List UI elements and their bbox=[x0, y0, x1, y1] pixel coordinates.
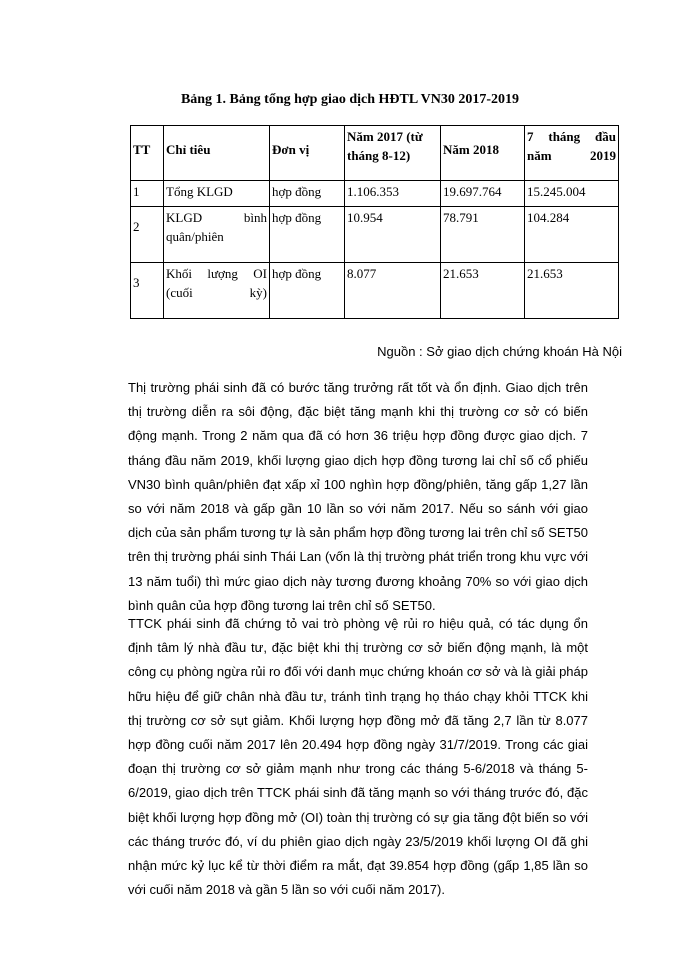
source-note: Nguồn : Sở giao dịch chứng khoán Hà Nội bbox=[377, 344, 622, 359]
header-cell: 7 tháng đầu năm 2019 bbox=[525, 126, 619, 181]
table-cell: 2 bbox=[131, 207, 164, 263]
table-cell: 10.954 bbox=[345, 207, 441, 263]
table-cell: hợp đồng bbox=[270, 181, 345, 207]
table-cell: Khối lượng OI (cuối kỳ) bbox=[164, 263, 270, 319]
table-cell: 78.791 bbox=[441, 207, 525, 263]
table-cell: KLGD bình quân/phiên bbox=[164, 207, 270, 263]
table-cell: hợp đồng bbox=[270, 207, 345, 263]
table-cell: 15.245.004 bbox=[525, 181, 619, 207]
table-cell: 3 bbox=[131, 263, 164, 319]
header-cell: Năm 2018 bbox=[441, 126, 525, 181]
trading-summary-table bbox=[130, 125, 619, 319]
body-paragraph: Thị trường phái sinh đã có bước tăng trưởng rất tốt và ổn định. Giao dịch trên thị trường diễn ra sôi động, đặc biệt tăng mạnh khi thị trường cơ sở có biến động mạnh. Trong 2 năm qua đã có hơn 36 triệu hợp đồng được giao dịch. 7 tháng đầu năm 2019, khối lượng giao dịch hợp đồng tương lai chỉ số cổ phiếu VN30 bình quân/phiên đạt xấp xỉ 100 nghìn hợp đồng/phiên, tăng gấp 1,27 lần so với năm 2018 và gấp gần 10 lần so với năm 2017. Nếu so sánh với giao dịch của sản phẩm tương tự là sản phẩm hợp đồng tương lai trên chỉ số SET50 trên thị trường phái sinh Thái Lan (vốn là thị trường phát triển trong khu vực với 13 năm tuổi) thì mức giao dịch này tương đương khoảng 70% so với giao dịch bình quân của hợp đồng tương lai trên chỉ số SET50. bbox=[128, 380, 588, 613]
header-cell: Chỉ tiêu bbox=[164, 126, 270, 181]
table-title: Bảng 1. Bảng tổng hợp giao dịch HĐTL VN30 2017-2019 bbox=[180, 92, 520, 107]
table-cell: 104.284 bbox=[525, 207, 619, 263]
table-cell: 21.653 bbox=[441, 263, 525, 319]
table-cell: 1 bbox=[131, 181, 164, 207]
table-cell: hợp đồng bbox=[270, 263, 345, 319]
table-cell: 1.106.353 bbox=[345, 181, 441, 207]
table-row bbox=[131, 263, 619, 319]
body-paragraph: TTCK phái sinh đã chứng tỏ vai trò phòng vệ rủi ro hiệu quả, có tác dụng ổn định tâm lý nhà đầu tư, đặc biệt khi thị trường cơ sở biến động mạnh, là một công cụ phòng ngừa rủi ro đối với danh mục chứng khoán cơ sở và là giải pháp hữu hiệu để giữ chân nhà đầu tư, tránh tình trạng họ tháo chạy khỏi TTCK khi thị trường cơ sở sụt giảm. Khối lượng hợp đồng mở đã tăng 2,7 lần từ 8.077 hợp đồng cuối năm 2017 lên 20.494 hợp đồng ngày 31/7/2019. Trong các giai đoạn thị trường cơ sở giảm mạnh như trong các tháng 5-6/2018 và tháng 5-6/2019, giao dịch trên TTCK phái sinh đã tăng mạnh so với tháng trước đó, đặc biệt khối lượng hợp đồng mở (OI) toàn thị trường có sự gia tăng đột biến so với các tháng trước đó, ví du phiên giao dịch ngày 23/5/2019 khối lượng OI đã ghi nhận mức kỷ lục kể từ thời điểm ra mắt, đạt 39.854 hợp đồng (gấp 1,85 lần so với cuối năm 2018 và gần 5 lần so với cuối năm 2017). bbox=[128, 616, 588, 898]
table-header-row bbox=[131, 126, 619, 181]
table-cell: 21.653 bbox=[525, 263, 619, 319]
table-cell: Tổng KLGD bbox=[164, 181, 270, 207]
table-row bbox=[131, 181, 619, 207]
header-cell: Đơn vị bbox=[270, 126, 345, 181]
table-cell: 8.077 bbox=[345, 263, 441, 319]
header-cell: Năm 2017 (từ tháng 8-12) bbox=[345, 126, 441, 181]
table-cell: 19.697.764 bbox=[441, 181, 525, 207]
header-cell: TT bbox=[131, 126, 164, 181]
table-row bbox=[131, 207, 619, 263]
